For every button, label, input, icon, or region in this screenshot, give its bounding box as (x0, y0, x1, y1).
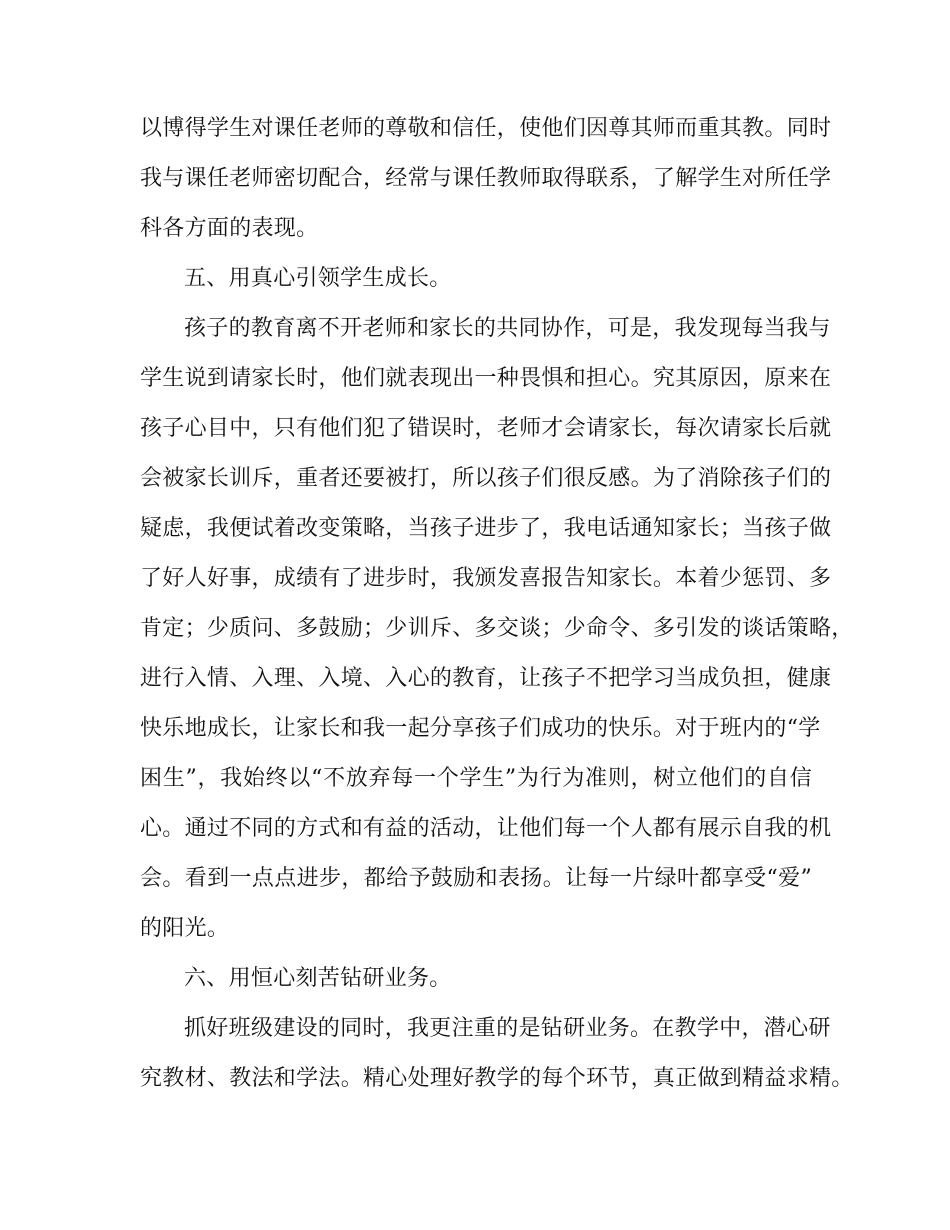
paragraph-line: 孩子心目中，只有他们犯了错误时，老师才会请家长，每次请家长后就 (140, 416, 832, 441)
paragraph-line: 会。看到一点点进步，都给予鼓励和表扬。让每一片绿叶都享受“爱” (140, 866, 812, 891)
paragraph-line: 会被家长训斥，重者还要被打，所以孩子们很反感。为了消除孩子们的 (140, 466, 832, 491)
paragraph-line: 心。通过不同的方式和有益的活动，让他们每一个人都有展示自我的机 (140, 816, 832, 841)
paragraph-line: 快乐地成长，让家长和我一起分享孩子们成功的快乐。对于班内的“学 (140, 716, 821, 741)
paragraph-line: 究教材、教法和学法。精心处理好教学的每个环节，真正做到精益求精。 (140, 1066, 854, 1091)
paragraph-line: 学生说到请家长时，他们就表现出一种畏惧和担心。究其原因，原来在 (140, 366, 832, 391)
paragraph-line: 科各方面的表现。 (140, 216, 319, 241)
paragraph-line: 了好人好事，成绩有了进步时，我颁发喜报告知家长。本着少惩罚、多 (140, 566, 832, 591)
paragraph-line: 疑虑，我便试着改变策略，当孩子进步了，我电话通知家长；当孩子做 (140, 516, 832, 541)
section-heading: 五、用真心引领学生成长。 (184, 266, 452, 291)
paragraph-line: 我与课任老师密切配合，经常与课任教师取得联系，了解学生对所任学 (140, 166, 832, 191)
paragraph-line: 肯定；少质问、多鼓励；少训斥、多交谈；少命令、多引发的谈话策略， (140, 616, 854, 641)
paragraph-line: 抓好班级建设的同时，我更注重的是钻研业务。在教学中，潜心研 (184, 1016, 831, 1041)
paragraph-line: 的阳光。 (140, 916, 230, 941)
section-heading: 六、用恒心刻苦钻研业务。 (184, 966, 452, 991)
paragraph-line: 以博得学生对课任老师的尊敬和信任，使他们因尊其师而重其教。同时 (140, 116, 832, 141)
paragraph-line: 进行入情、入理、入境、入心的教育，让孩子不把学习当成负担，健康 (140, 666, 832, 691)
paragraph-line: 困生”，我始终以“不放弃每一个学生”为行为准则，树立他们的自信 (140, 766, 812, 791)
paragraph-line: 孩子的教育离不开老师和家长的共同协作，可是，我发现每当我与 (184, 316, 831, 341)
